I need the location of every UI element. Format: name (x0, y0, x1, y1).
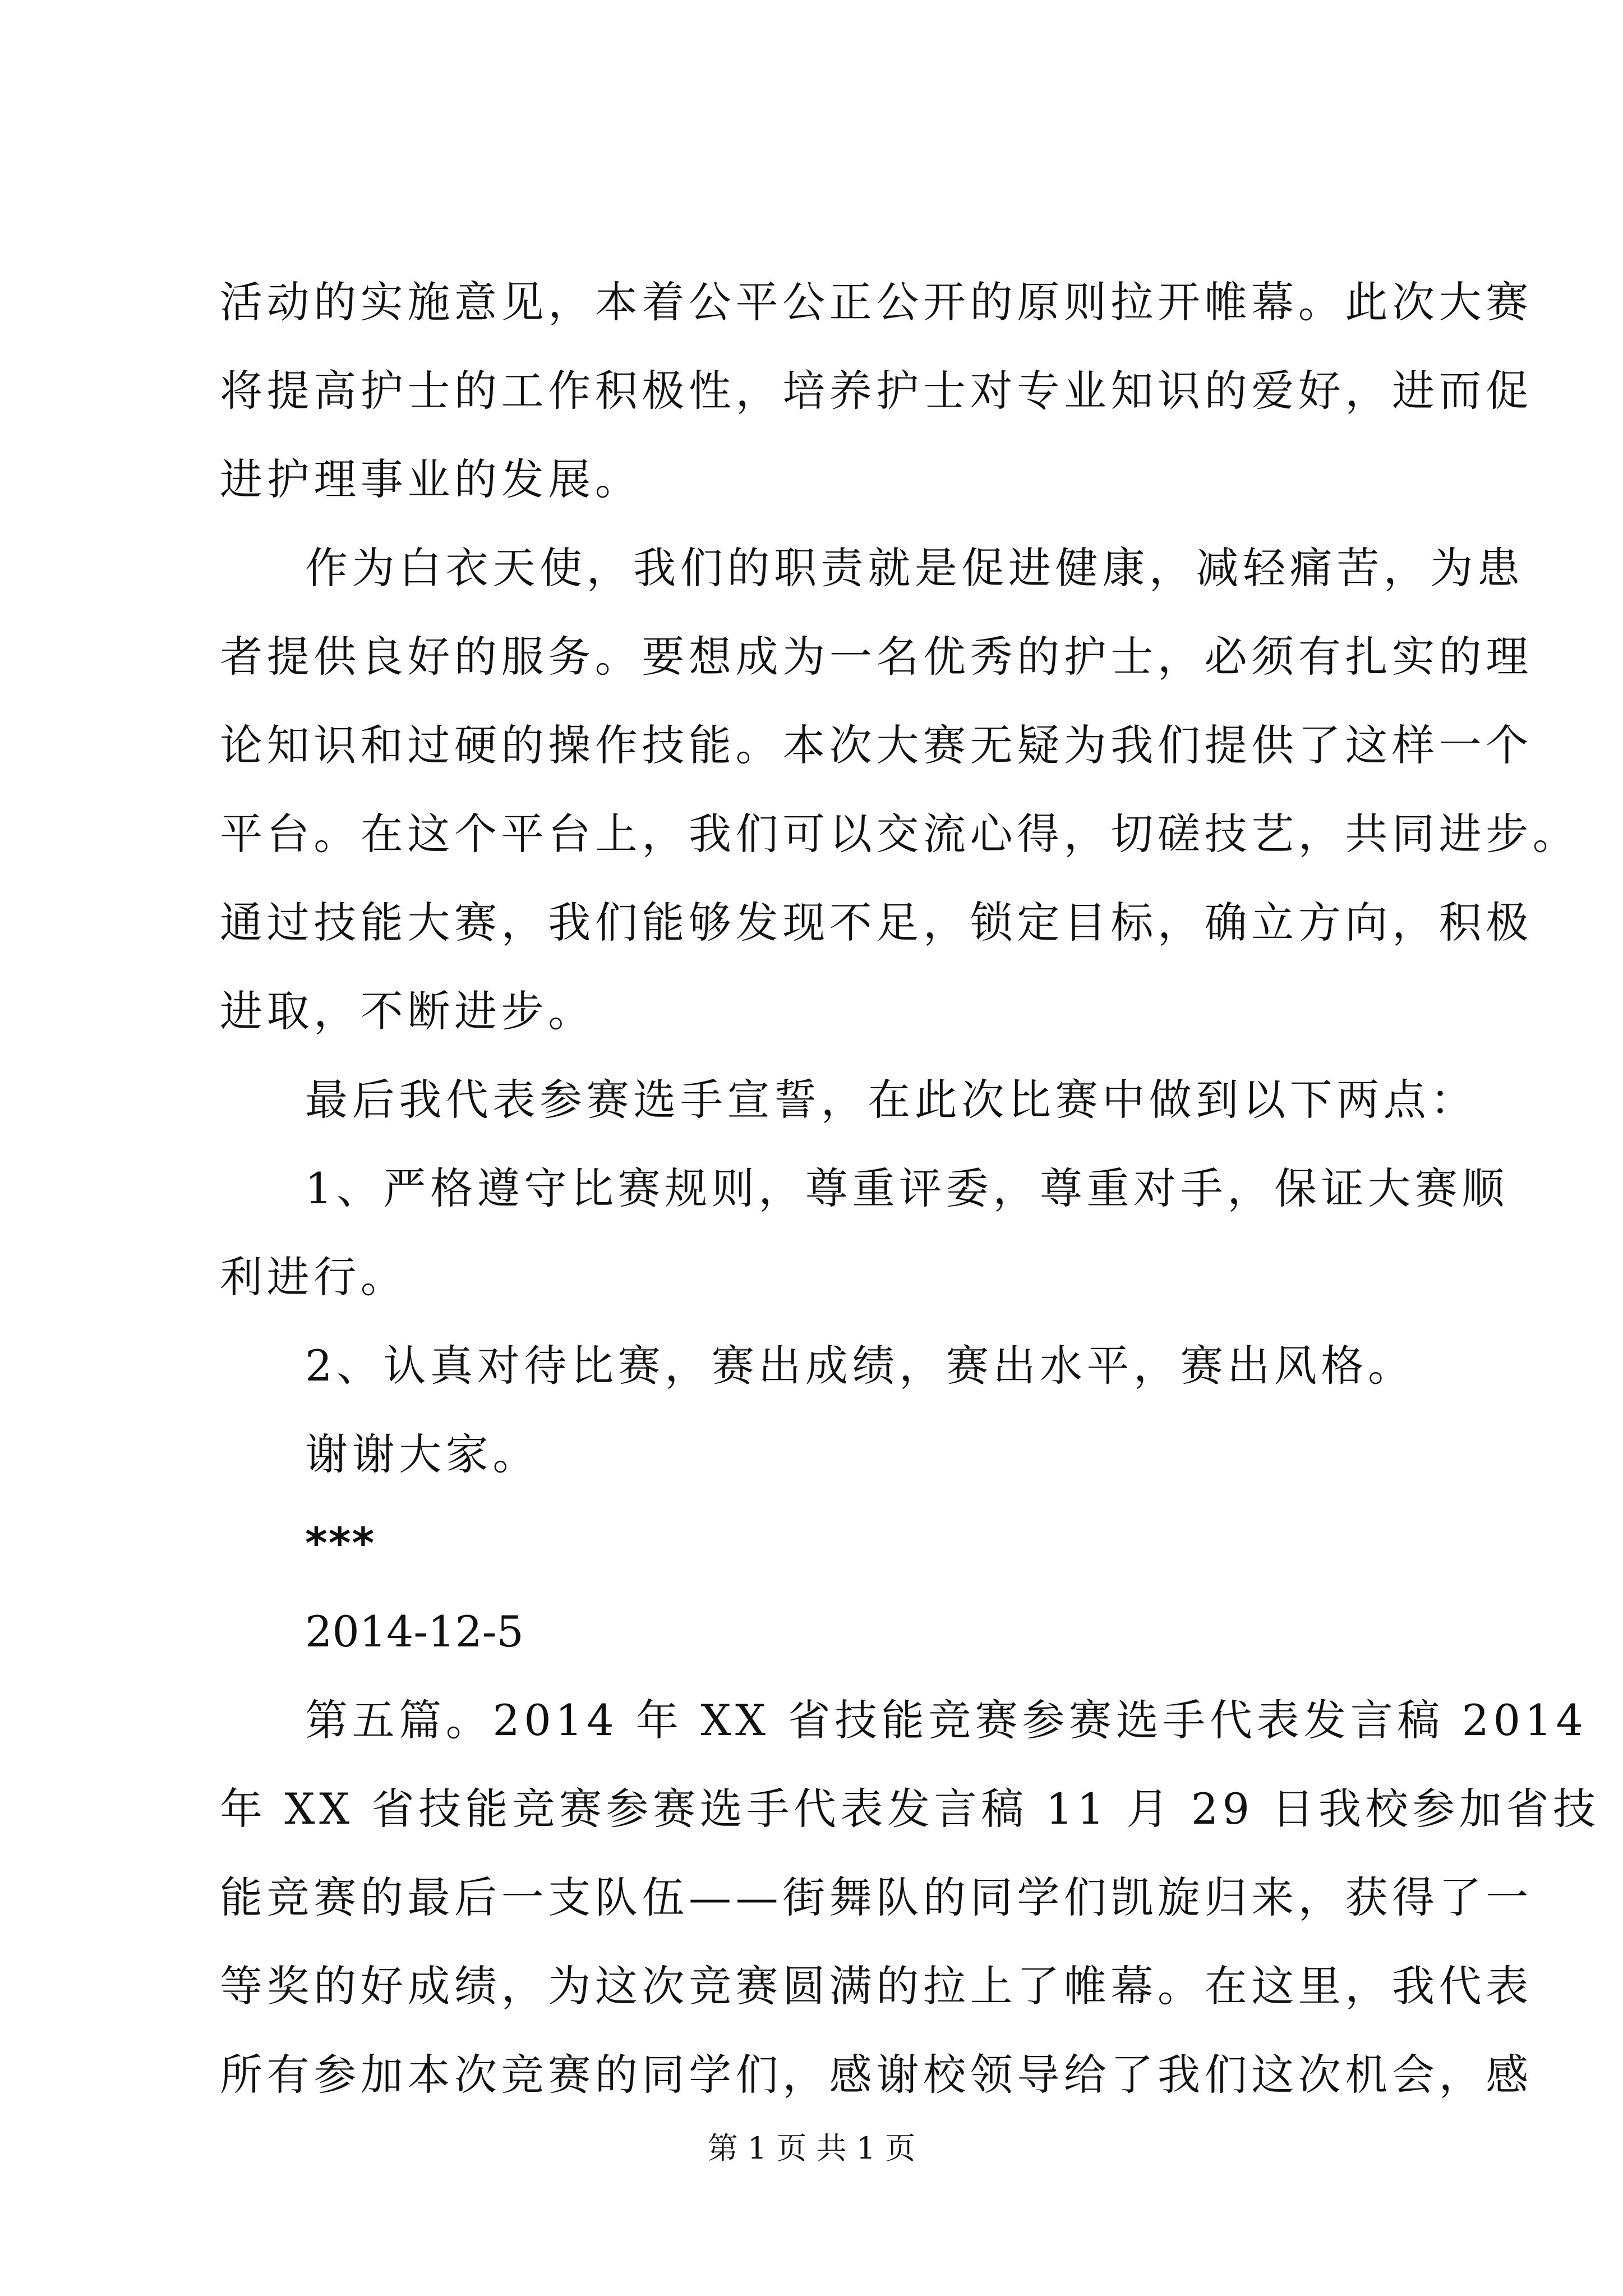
text-line: 活动的实施意见，本着公平公正公开的原则拉开帷幕。此次大赛 (220, 277, 1533, 327)
text-line: 者提供良好的服务。要想成为一名优秀的护士，必须有扎实的理 (220, 632, 1533, 682)
page-footer: 第 1 页 共 1 页 (707, 2131, 916, 2166)
list-item-line: 1、严格遵守比赛规则，尊重评委，尊重对手，保证大赛顺 (305, 1163, 1509, 1213)
paragraph-start-line: 作为白衣天使，我们的职责就是促进健康，减轻痛苦，为患 (305, 543, 1524, 593)
list-item-line: 2、认真对待比赛，赛出成绩，赛出水平，赛出风格。 (305, 1341, 1415, 1391)
closing-line: 谢谢大家。 (305, 1429, 540, 1479)
text-line: 进取，不断进步。 (220, 986, 595, 1036)
text-line: 通过技能大赛，我们能够发现不足，锁定目标，确立方向，积极 (220, 898, 1533, 947)
author-placeholder: *** (305, 1518, 376, 1568)
text-line: 论知识和过硬的操作技能。本次大赛无疑为我们提供了这样一个 (220, 720, 1533, 770)
document-body (220, 258, 1600, 2119)
text-line: 利进行。 (220, 1252, 408, 1302)
section-heading-line: 第五篇。2014 年 XX 省技能竞赛参赛选手代表发言稿 2014 (305, 1695, 1588, 1745)
text-line: 年 XX 省技能竞赛参赛选手代表发言稿 11 月 29 日我校参加省技 (220, 1784, 1600, 1834)
text-line: 平台。在这个平台上，我们可以交流心得，切磋技艺，共同进步。 (220, 809, 1580, 859)
date-line: 2014-12-5 (305, 1607, 524, 1657)
text-line: 所有参加本次竞赛的同学们，感谢校领导给了我们这次机会，感 (220, 2050, 1533, 2100)
paragraph-start-line: 最后我代表参赛选手宣誓，在此次比赛中做到以下两点： (305, 1075, 1477, 1125)
text-line: 等奖的好成绩，为这次竞赛圆满的拉上了帷幕。在这里，我代表 (220, 1961, 1533, 2011)
text-line: 将提高护士的工作积极性，培养护士对专业知识的爱好，进而促 (220, 366, 1533, 416)
text-line: 进护理事业的发展。 (220, 454, 642, 504)
text-line: 能竞赛的最后一支队伍——街舞队的同学们凯旋归来，获得了一 (220, 1872, 1533, 1922)
